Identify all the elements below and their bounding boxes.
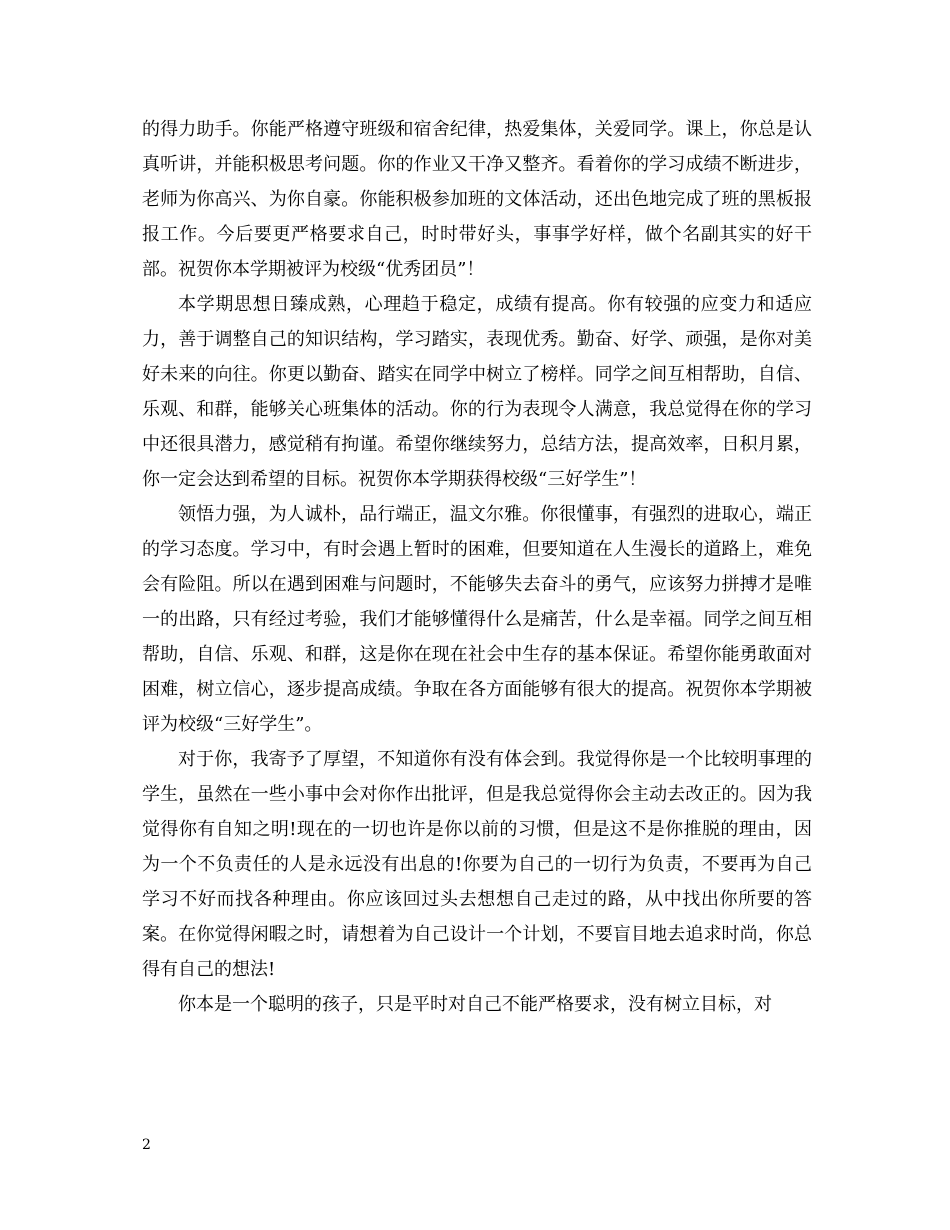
paragraph-comment-3: 领悟力强，为人诚朴，品行端正，温文尔雅。你很懂事，有强烈的进取心，端正的学习态度。学习中，有时会遇上暂时的困难，但要知道在人生漫长的道路上，难免会有险阻。所以在遇到困难与问题时，不能够失去奋斗的勇气，应该努力拼搏才是唯一的出路，只有经过考验，我们才能够懂得什么是痛苦，什么是幸福。同学之间互相帮助，自信、乐观、和群，这是你在现在社会中生存的基本保证。希望你能勇敢面对困难，树立信心，逐步提高成绩。争取在各方面能够有很大的提高。祝贺你本学期被评为校级“三好学生”。: [142, 504, 812, 735]
paragraph-comment-4: 对于你，我寄予了厚望，不知道你有没有体会到。我觉得你是一个比较明事理的学生，虽然在一些小事中会对你作出批评，但是我总觉得你会主动去改正的。因为我觉得你有自知之明!现在的一切也许是你以前的习惯，但是这不是你推脱的理由，因为一个不负责任的人是永远没有出息的!你要为自己的一切行为负责，不要再为自己学习不好而找各种理由。你应该回过头去想想自己走过的路，从中找出你所要的答案。在你觉得闲暇之时，请想着为自己设计一个计划，不要盲目地去追求时尚，你总得有自己的想法!: [142, 749, 812, 980]
paragraph-comment-2: 本学期思想日臻成熟，心理趋于稳定，成绩有提高。你有较强的应变力和适应力，善于调整自己的知识结构，学习踏实，表现优秀。勤奋、好学、顽强，是你对美好未来的向往。你更以勤奋、踏实在同学中树立了榜样。同学之间互相帮助，自信、乐观、和群，能够关心班集体的活动。你的行为表现令人满意，我总觉得在你的学习中还很具潜力，感觉稍有拘谨。希望你继续努力，总结方法，提高效率，日积月累，你一定会达到希望的目标。祝贺你本学期获得校级“三好学生”！: [142, 294, 812, 490]
paragraph-comment-5: 你本是一个聪明的孩子，只是平时对自己不能严格要求，没有树立目标，对: [178, 994, 772, 1015]
document-body: [142, 112, 812, 1022]
page-number: 2: [142, 1137, 151, 1153]
paragraph-continued: 的得力助手。你能严格遵守班级和宿舍纪律，热爱集体，关爱同学。课上，你总是认真听讲，并能积极思考问题。你的作业又干净又整齐。看着你的学习成绩不断进步，老师为你高兴、为你自豪。你能积极参加班的文体活动，还出色地完成了班的黑板报报工作。今后要更严格要求自己，时时带好头，事事学好样，做个名副其实的好干部。祝贺你本学期被评为校级“优秀团员”！: [142, 119, 812, 280]
